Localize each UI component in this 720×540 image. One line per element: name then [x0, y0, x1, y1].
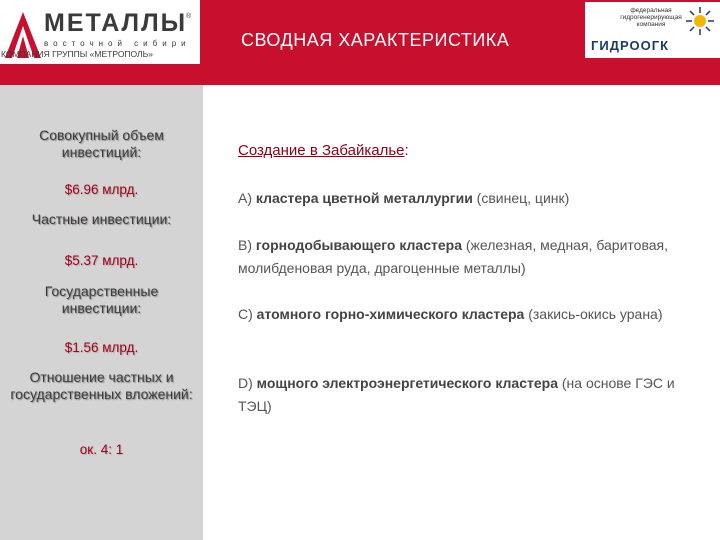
- logo-name: МЕТАЛЛЫ: [44, 9, 188, 37]
- cluster-item: [238, 187, 708, 210]
- logo-registered-mark: ®: [186, 13, 192, 20]
- private-investment-value: $5.37 млрд.: [64, 253, 139, 268]
- cluster-name: кластера цветной металлургии: [255, 190, 473, 206]
- sun-icon: [685, 6, 715, 36]
- private-investment-label: Частные инвестиции:: [31, 211, 172, 227]
- cluster-details: (свинец, цинк): [472, 190, 570, 206]
- ratio-value: ок. 4: 1: [79, 442, 124, 457]
- ratio-label: Отношение частных и государственных вложений:: [10, 369, 193, 402]
- cluster-item: [238, 234, 708, 280]
- page-title: СВОДНАЯ ХАРАКТЕРИСТИКА: [241, 30, 510, 50]
- state-investment-value: $1.56 млрд.: [64, 340, 139, 355]
- cluster-letter: А): [238, 190, 256, 206]
- partner-logo: [585, 2, 720, 58]
- section-title-text: Создание в Забайкалье: [238, 142, 405, 159]
- logo-group-caption: КОМПАНИЯ ГРУППЫ «МЕТРОПОЛЬ»: [1, 49, 153, 59]
- cluster-name: горнодобывающего кластера: [255, 237, 462, 253]
- cluster-name: атомного горно-химического кластера: [256, 306, 525, 322]
- cluster-item: [238, 372, 708, 418]
- partner-brand: ГИДРООГК: [591, 38, 670, 53]
- partner-caption: федеральная гидрогенерирующая компания: [620, 7, 682, 28]
- total-investment-label: Совокупный объем инвестиций:: [39, 127, 164, 160]
- header-bar: [0, 0, 720, 85]
- cluster-item: [238, 303, 708, 326]
- cluster-details: (на основе ГЭС и ТЭЦ): [238, 375, 675, 414]
- logo-subtitle: восточной сибири: [44, 39, 191, 48]
- section-title-colon: :: [404, 142, 409, 159]
- cluster-details: (закись-окись урана): [524, 306, 663, 322]
- total-investment-value: $6.96 млрд.: [64, 182, 139, 197]
- company-logo: [0, 0, 200, 64]
- state-investment-label: Государственные инвестиции:: [44, 283, 159, 316]
- cluster-letter: С): [238, 306, 257, 322]
- cluster-details: (железная, медная, баритовая, молибденовая руда, драгоценные металлы): [238, 237, 668, 276]
- cluster-letter: D): [238, 375, 257, 391]
- cluster-name: мощного электроэнергетического кластера: [256, 375, 558, 391]
- cluster-letter: В): [238, 237, 256, 253]
- section-title: [238, 142, 409, 159]
